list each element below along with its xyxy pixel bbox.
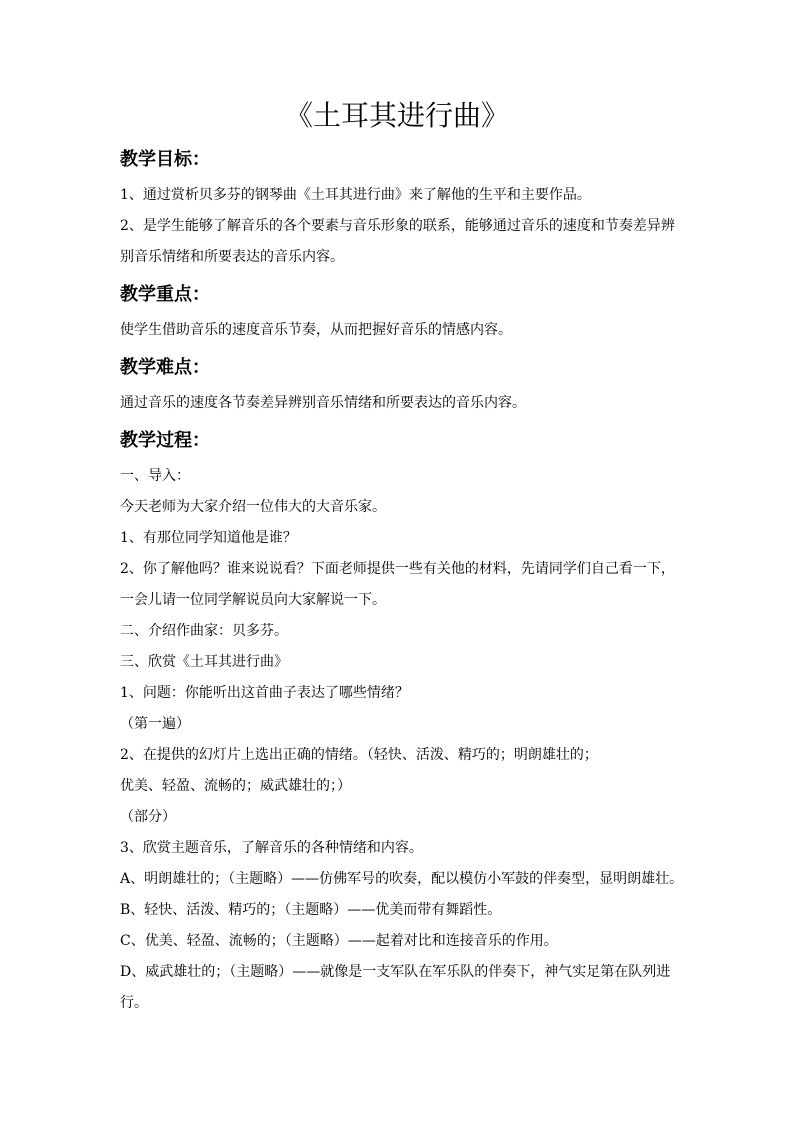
process-line-12: （部分） [120, 809, 176, 825]
process-line-14: A、明朗雄壮的；（主题略）——仿佛军号的吹奏，配以模仿小军鼓的伴奏型，显明朗雄壮。 [120, 871, 684, 887]
document-title: 《土耳其进行曲》 [284, 99, 509, 132]
process-line-6: 二、介绍作曲家：贝多芬。 [120, 623, 288, 639]
process-line-17: D、威武雄壮的；（主题略）——就像是一支军队在军乐队的伴奏下，神气实足第在队列进 [120, 964, 671, 980]
section-heading-difficulties: 教学难点： [120, 357, 210, 378]
process-line-2: 今天老师为大家介绍一位伟大的大音乐家。 [120, 499, 386, 515]
key-points-line-1: 使学生借助音乐的速度音乐节奏，从而把握好音乐的情感内容。 [120, 322, 512, 338]
process-line-1: 一、导入： [120, 468, 190, 484]
objectives-line-3: 别音乐情绪和所要表达的音乐内容。 [120, 249, 344, 265]
process-line-3: 1、有那位同学知道他是谁？ [120, 530, 297, 546]
objectives-line-2: 2、是学生能够了解音乐的各个要素与音乐形象的联系，能够通过音乐的速度和节奏差异辨 [120, 218, 675, 234]
difficulties-line-1: 通过音乐的速度各节奏差异辨别音乐情绪和所要表达的音乐内容。 [120, 395, 526, 411]
process-line-7: 三、欣赏《土耳其进行曲》 [120, 654, 288, 670]
section-heading-key-points: 教学重点： [120, 284, 210, 305]
process-line-5: 一会儿请一位同学解说员向大家解说一下。 [120, 592, 386, 608]
process-line-10: 2、在提供的幻灯片上选出正确的情绪。（轻快、活泼、精巧的；明朗雄壮的； [120, 747, 598, 763]
process-line-13: 3、欣赏主题音乐，了解音乐的各种情绪和内容。 [120, 840, 423, 856]
process-line-11: 优美、轻盈、流畅的；威武雄壮的；） [120, 778, 351, 794]
process-line-16: C、优美、轻盈、流畅的；（主题略）——起着对比和连接音乐的作用。 [120, 933, 558, 949]
process-line-18: 行。 [120, 995, 148, 1011]
objectives-line-1: 1、通过赏析贝多芬的钢琴曲《土耳其进行曲》来了解他的生平和主要作品。 [120, 187, 591, 203]
section-heading-process: 教学过程： [120, 430, 210, 451]
process-line-4: 2、你了解他吗？谁来说说看？下面老师提供一些有关他的材料，先请同学们自己看一下， [120, 561, 675, 577]
process-line-9: （第一遍） [120, 716, 190, 732]
section-heading-objectives: 教学目标： [120, 149, 210, 170]
process-line-15: B、轻快、活泼、精巧的；（主题略）——优美而带有舞蹈性。 [120, 902, 502, 918]
process-line-8: 1、问题：你能听出这首曲子表达了哪些情绪？ [120, 685, 409, 701]
